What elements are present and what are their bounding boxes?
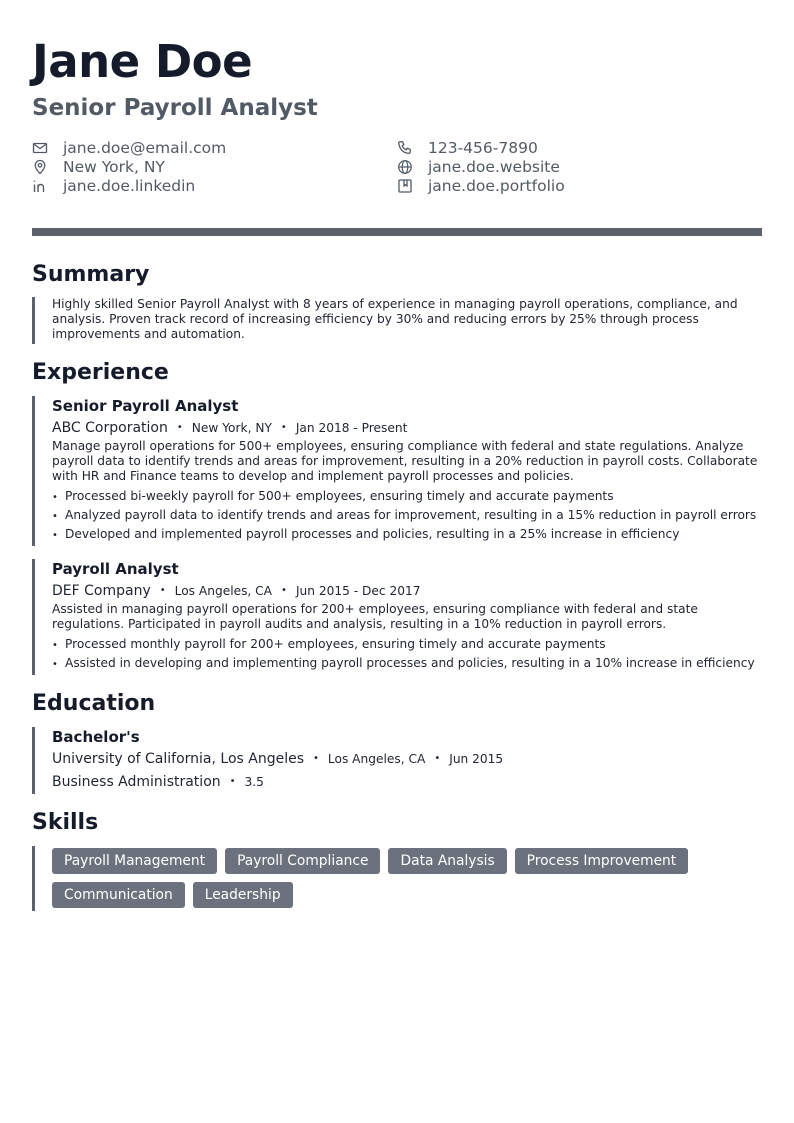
education-entry bbox=[32, 727, 762, 794]
separator-dot: • bbox=[280, 422, 287, 433]
job-title: Payroll Analyst bbox=[52, 560, 179, 578]
job-dates: Jun 2015 - Dec 2017 bbox=[295, 584, 421, 598]
job-title: Senior Payroll Analyst bbox=[52, 397, 239, 415]
globe-icon bbox=[397, 159, 413, 175]
contact-phone[interactable] bbox=[397, 138, 762, 157]
school-name: University of California, Los Angeles bbox=[52, 751, 305, 767]
graduation-date: Jun 2015 bbox=[449, 752, 504, 766]
summary-text: Highly skilled Senior Payroll Analyst with 8 years of experience in managing payroll operations, compliance, and analysis. Proven track record of increasing efficiency by 30% and reducing errors by 25% through process improvements and automation. bbox=[32, 297, 762, 344]
separator-dot: • bbox=[434, 753, 441, 764]
education-field-line bbox=[52, 772, 762, 792]
skills-section bbox=[32, 810, 762, 911]
experience-heading: Experience bbox=[32, 360, 169, 385]
job-description: Assisted in managing payroll operations for 200+ employees, ensuring compliance with federal and state regulations. Participated in payroll audits and analysis, resulting in a 10% reduction in payroll errors. bbox=[52, 602, 698, 631]
skill-tag: Data Analysis bbox=[388, 848, 506, 874]
job-dates: Jan 2018 - Present bbox=[295, 421, 408, 435]
job-company: ABC Corporation bbox=[52, 420, 168, 436]
field-of-study: Business Administration bbox=[52, 774, 221, 790]
contact-portfolio[interactable] bbox=[397, 176, 762, 195]
skills-list bbox=[32, 846, 762, 911]
job-entry bbox=[32, 396, 762, 546]
skill-tag: Payroll Compliance bbox=[225, 848, 380, 874]
skill-tag: Communication bbox=[52, 882, 185, 908]
contact-portfolio-text: jane.doe.portfolio bbox=[428, 176, 565, 195]
linkedin-icon bbox=[32, 178, 48, 194]
job-company: DEF Company bbox=[52, 583, 151, 599]
job-description: Manage payroll operations for 500+ employees, ensuring compliance with federal and state regulations. Analyze payroll data to identify trends and areas for improvement, resulting in a 20% reduction in payroll costs. Collaborate with HR and Finance teams to develop and implement payroll processes and policies. bbox=[52, 439, 758, 483]
job-bullet: • Developed and implemented payroll processes and policies, resulting in a 25% increase in efficiency bbox=[52, 525, 762, 544]
contact-email[interactable] bbox=[32, 138, 397, 157]
phone-icon bbox=[397, 140, 413, 156]
job-title-headline: Senior Payroll Analyst bbox=[32, 95, 318, 121]
separator-dot: • bbox=[281, 585, 287, 596]
education-meta bbox=[52, 749, 762, 769]
job-bullet: • Analyzed payroll data to identify trends and areas for improvement, resulting in a 15% reduction in payroll errors bbox=[52, 506, 762, 525]
education-section bbox=[32, 691, 762, 794]
contact-email-text: jane.doe@email.com bbox=[63, 138, 227, 157]
contact-list bbox=[32, 138, 762, 195]
candidate-name: Jane Doe bbox=[32, 35, 253, 88]
education-heading: Education bbox=[32, 691, 156, 716]
contact-phone-text: 123-456-7890 bbox=[428, 138, 538, 157]
experience-section bbox=[32, 360, 762, 675]
job-entry bbox=[32, 559, 762, 675]
contact-website-text: jane.doe.website bbox=[428, 157, 560, 176]
gpa: 3.5 bbox=[244, 775, 264, 789]
school-location: Los Angeles, CA bbox=[327, 752, 426, 766]
degree: Bachelor's bbox=[52, 728, 140, 746]
skills-heading: Skills bbox=[32, 810, 99, 835]
skill-tag: Leadership bbox=[193, 882, 293, 908]
email-icon bbox=[32, 140, 48, 156]
job-meta bbox=[52, 582, 762, 600]
summary-heading: Summary bbox=[32, 262, 150, 287]
job-meta bbox=[52, 419, 762, 437]
job-bullets bbox=[52, 635, 762, 673]
job-bullet: • Processed monthly payroll for 200+ employees, ensuring timely and accurate payments bbox=[52, 635, 762, 654]
job-location: Los Angeles, CA bbox=[174, 584, 273, 598]
separator-dot: • bbox=[176, 422, 183, 433]
contact-website[interactable] bbox=[397, 157, 762, 176]
separator-dot: • bbox=[159, 585, 166, 596]
skill-tag: Payroll Management bbox=[52, 848, 217, 874]
contact-location-text: New York, NY bbox=[63, 157, 165, 176]
separator-dot: • bbox=[229, 776, 236, 787]
job-location: New York, NY bbox=[191, 421, 272, 435]
header-divider bbox=[32, 228, 762, 236]
contact-linkedin[interactable] bbox=[32, 176, 397, 195]
skill-tag: Process Improvement bbox=[515, 848, 689, 874]
contact-linkedin-text: jane.doe.linkedin bbox=[63, 176, 196, 195]
job-bullet: • Assisted in developing and implementing payroll processes and policies, resulting in a 10% increase in efficiency bbox=[52, 654, 762, 673]
job-bullet: • Processed bi-weekly payroll for 500+ employees, ensuring timely and accurate payments bbox=[52, 487, 762, 506]
job-bullets bbox=[52, 487, 762, 544]
contact-location bbox=[32, 157, 397, 176]
portfolio-icon bbox=[397, 178, 413, 194]
summary-section bbox=[32, 262, 762, 344]
separator-dot: • bbox=[313, 753, 319, 764]
location-icon bbox=[32, 159, 48, 175]
